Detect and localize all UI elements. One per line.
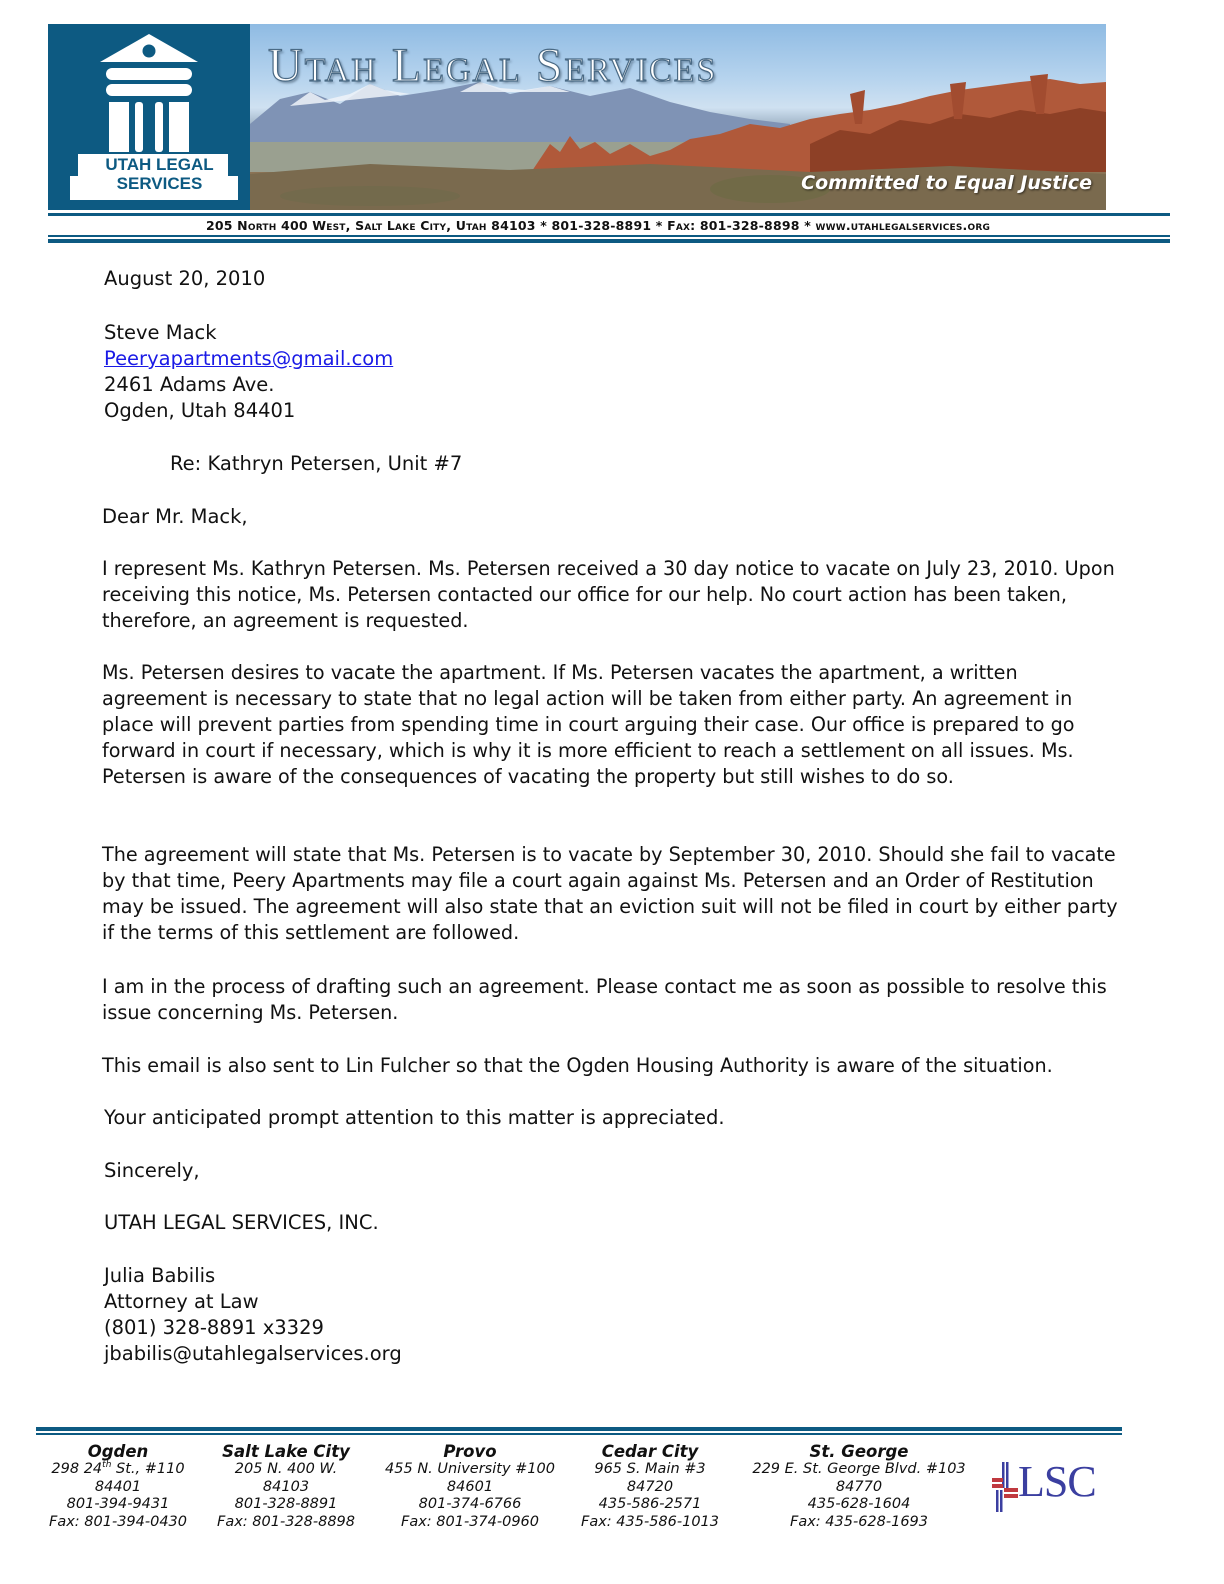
- office-city: Salt Lake City: [222, 1442, 350, 1461]
- signer-name: Julia Babilis: [104, 1264, 216, 1287]
- office-phone: 801-374-6766: [418, 1496, 522, 1512]
- letterhead-address: 205 North 400 West, Salt Lake City, Utah 84103 * 801-328-8891 * Fax: 801-328-8898 * www.utahlegalservices.org: [205, 218, 991, 233]
- lsc-mark-icon: [990, 1460, 1020, 1512]
- closing-line: Your anticipated prompt attention to this matter is appreciated.: [104, 1106, 725, 1129]
- logo-line1: UTAH LEGAL: [105, 155, 214, 174]
- brand-title: Utah Legal Services: [268, 39, 718, 92]
- office-ogden: [40, 1442, 196, 1531]
- office-phone: 801-328-8891: [234, 1496, 338, 1512]
- paragraph-4: I am in the process of drafting such an agreement. Please contact me as soon as possible to resolve this issue concerning Ms. Petersen.: [102, 975, 1107, 1024]
- paragraph-1: I represent Ms. Kathryn Petersen. Ms. Petersen received a 30 day notice to vacate on July 23, 2010. Upon receiving this notice, Ms. Petersen contacted our office for our help. No court action has been taken, therefore, an agreement is requested.: [102, 557, 1115, 632]
- paragraph-3: The agreement will state that Ms. Petersen is to vacate by September 30, 2010. Should she fail to vacate by that time, Peery Apartments may file a court again against Ms. Petersen and an Order of Restitution may be issued. The agreement will also state that an eviction suit will not be filed in court by either party if the terms of this settlement are followed.: [102, 843, 1118, 944]
- office-fax: Fax: 801-374-0960: [400, 1513, 540, 1530]
- header-rule-bottom-thin: [48, 235, 1170, 237]
- paragraph-2: Ms. Petersen desires to vacate the apartment. If Ms. Petersen vacates the apartment, a written agreement is necessary to state that no legal action will be taken from either party. An agreement in place will prevent parties from spending time in court arguing their case. Our office is prepared to go forward in court if necessary, which is why it is more efficient to reach a settlement on all issues. Ms. Petersen is aware of the consequences of vacating the property but still wishes to do so.: [102, 661, 1075, 788]
- office-city: St. George: [809, 1442, 909, 1461]
- logo-wordmark: [78, 155, 241, 199]
- signer-title: Attorney at Law: [104, 1290, 259, 1313]
- office-st-george: [744, 1442, 974, 1531]
- header-rule-bottom-thick: [48, 239, 1170, 243]
- letter-date: August 20, 2010: [104, 267, 266, 290]
- recipient-email-link[interactable]: Peeryapartments@gmail.com: [104, 347, 394, 370]
- office-provo: [380, 1442, 560, 1531]
- office-fax: Fax: 435-628-1693: [789, 1513, 929, 1530]
- office-street: 205 N. 400 W.: [234, 1461, 338, 1477]
- landscape-banner-image: [250, 24, 1106, 210]
- uls-logo: [48, 24, 250, 210]
- office-street: 455 N. University #100: [385, 1461, 555, 1477]
- office-fax: Fax: 801-394-0430: [48, 1513, 188, 1530]
- valediction: Sincerely,: [104, 1159, 200, 1182]
- recipient-name: Steve Mack: [104, 321, 217, 344]
- signer-email: jbabilis@utahlegalservices.org: [104, 1342, 402, 1365]
- office-city: Provo: [443, 1442, 497, 1461]
- logo-line2: SERVICES: [116, 174, 203, 193]
- footer-rule-thin: [36, 1433, 1122, 1435]
- office-zip: 84770: [835, 1478, 883, 1495]
- office-zip: 84601: [446, 1478, 494, 1495]
- lsc-logo: [990, 1457, 1115, 1512]
- office-fax: Fax: 435-586-1013: [580, 1513, 720, 1530]
- office-phone: 801-394-9431: [66, 1496, 170, 1512]
- office-zip: 84401: [94, 1478, 142, 1495]
- footer-rule-thick: [36, 1427, 1122, 1431]
- office-phone: 435-628-1604: [807, 1496, 911, 1512]
- lsc-wordmark: LSC: [1018, 1457, 1096, 1506]
- organization-signature: UTAH LEGAL SERVICES, INC.: [104, 1211, 379, 1234]
- office-zip: 84103: [262, 1478, 310, 1495]
- office-street: 965 S. Main #3: [594, 1461, 706, 1477]
- office-salt-lake-city: [210, 1442, 362, 1531]
- paragraph-5: This email is also sent to Lin Fulcher so that the Ogden Housing Authority is aware of the situation.: [102, 1054, 1053, 1077]
- signer-phone: (801) 328-8891 x3329: [104, 1316, 324, 1339]
- letterhead-banner: [48, 24, 1106, 210]
- recipient-street: 2461 Adams Ave.: [104, 373, 275, 396]
- office-city: Ogden: [87, 1442, 149, 1461]
- office-street: 229 E. St. George Blvd. #103: [752, 1461, 966, 1477]
- office-street: 298 24th St., #110: [51, 1460, 185, 1477]
- office-phone: 435-586-2571: [598, 1496, 702, 1512]
- recipient-city: Ogden, Utah 84401: [104, 399, 296, 422]
- office-fax: Fax: 801-328-8898: [216, 1513, 356, 1530]
- header-rule-top: [48, 213, 1170, 216]
- office-zip: 84720: [626, 1478, 674, 1495]
- brand-tagline: Committed to Equal Justice: [801, 172, 1092, 194]
- salutation: Dear Mr. Mack,: [102, 505, 248, 528]
- office-cedar-city: [572, 1442, 728, 1531]
- office-city: Cedar City: [601, 1442, 699, 1461]
- re-line: Re: Kathryn Petersen, Unit #7: [170, 452, 463, 475]
